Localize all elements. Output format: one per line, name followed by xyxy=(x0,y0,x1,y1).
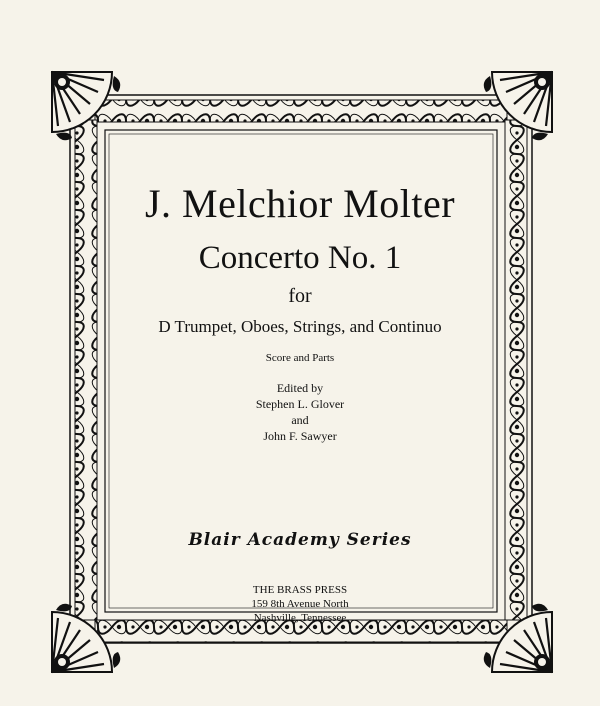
composer-name: J. Melchior Molter xyxy=(144,181,456,226)
publisher-address: 159 8th Avenue North xyxy=(251,598,349,610)
editor-name: John F. Sawyer xyxy=(263,429,337,443)
series-name: Blair Academy Series xyxy=(188,530,412,550)
instrumentation: D Trumpet, Oboes, Strings, and Continuo xyxy=(158,317,442,336)
score-note: Score and Parts xyxy=(265,352,335,364)
edited-by-label: Edited by xyxy=(276,381,324,395)
publisher-city: Nashville, Tennessee xyxy=(253,612,347,624)
for-label: for xyxy=(288,285,312,307)
publisher-name: THE BRASS PRESS xyxy=(252,584,348,596)
work-title: Concerto No. 1 xyxy=(198,240,402,276)
editor-name: Stephen L. Glover xyxy=(255,397,345,411)
and-label: and xyxy=(291,413,309,427)
